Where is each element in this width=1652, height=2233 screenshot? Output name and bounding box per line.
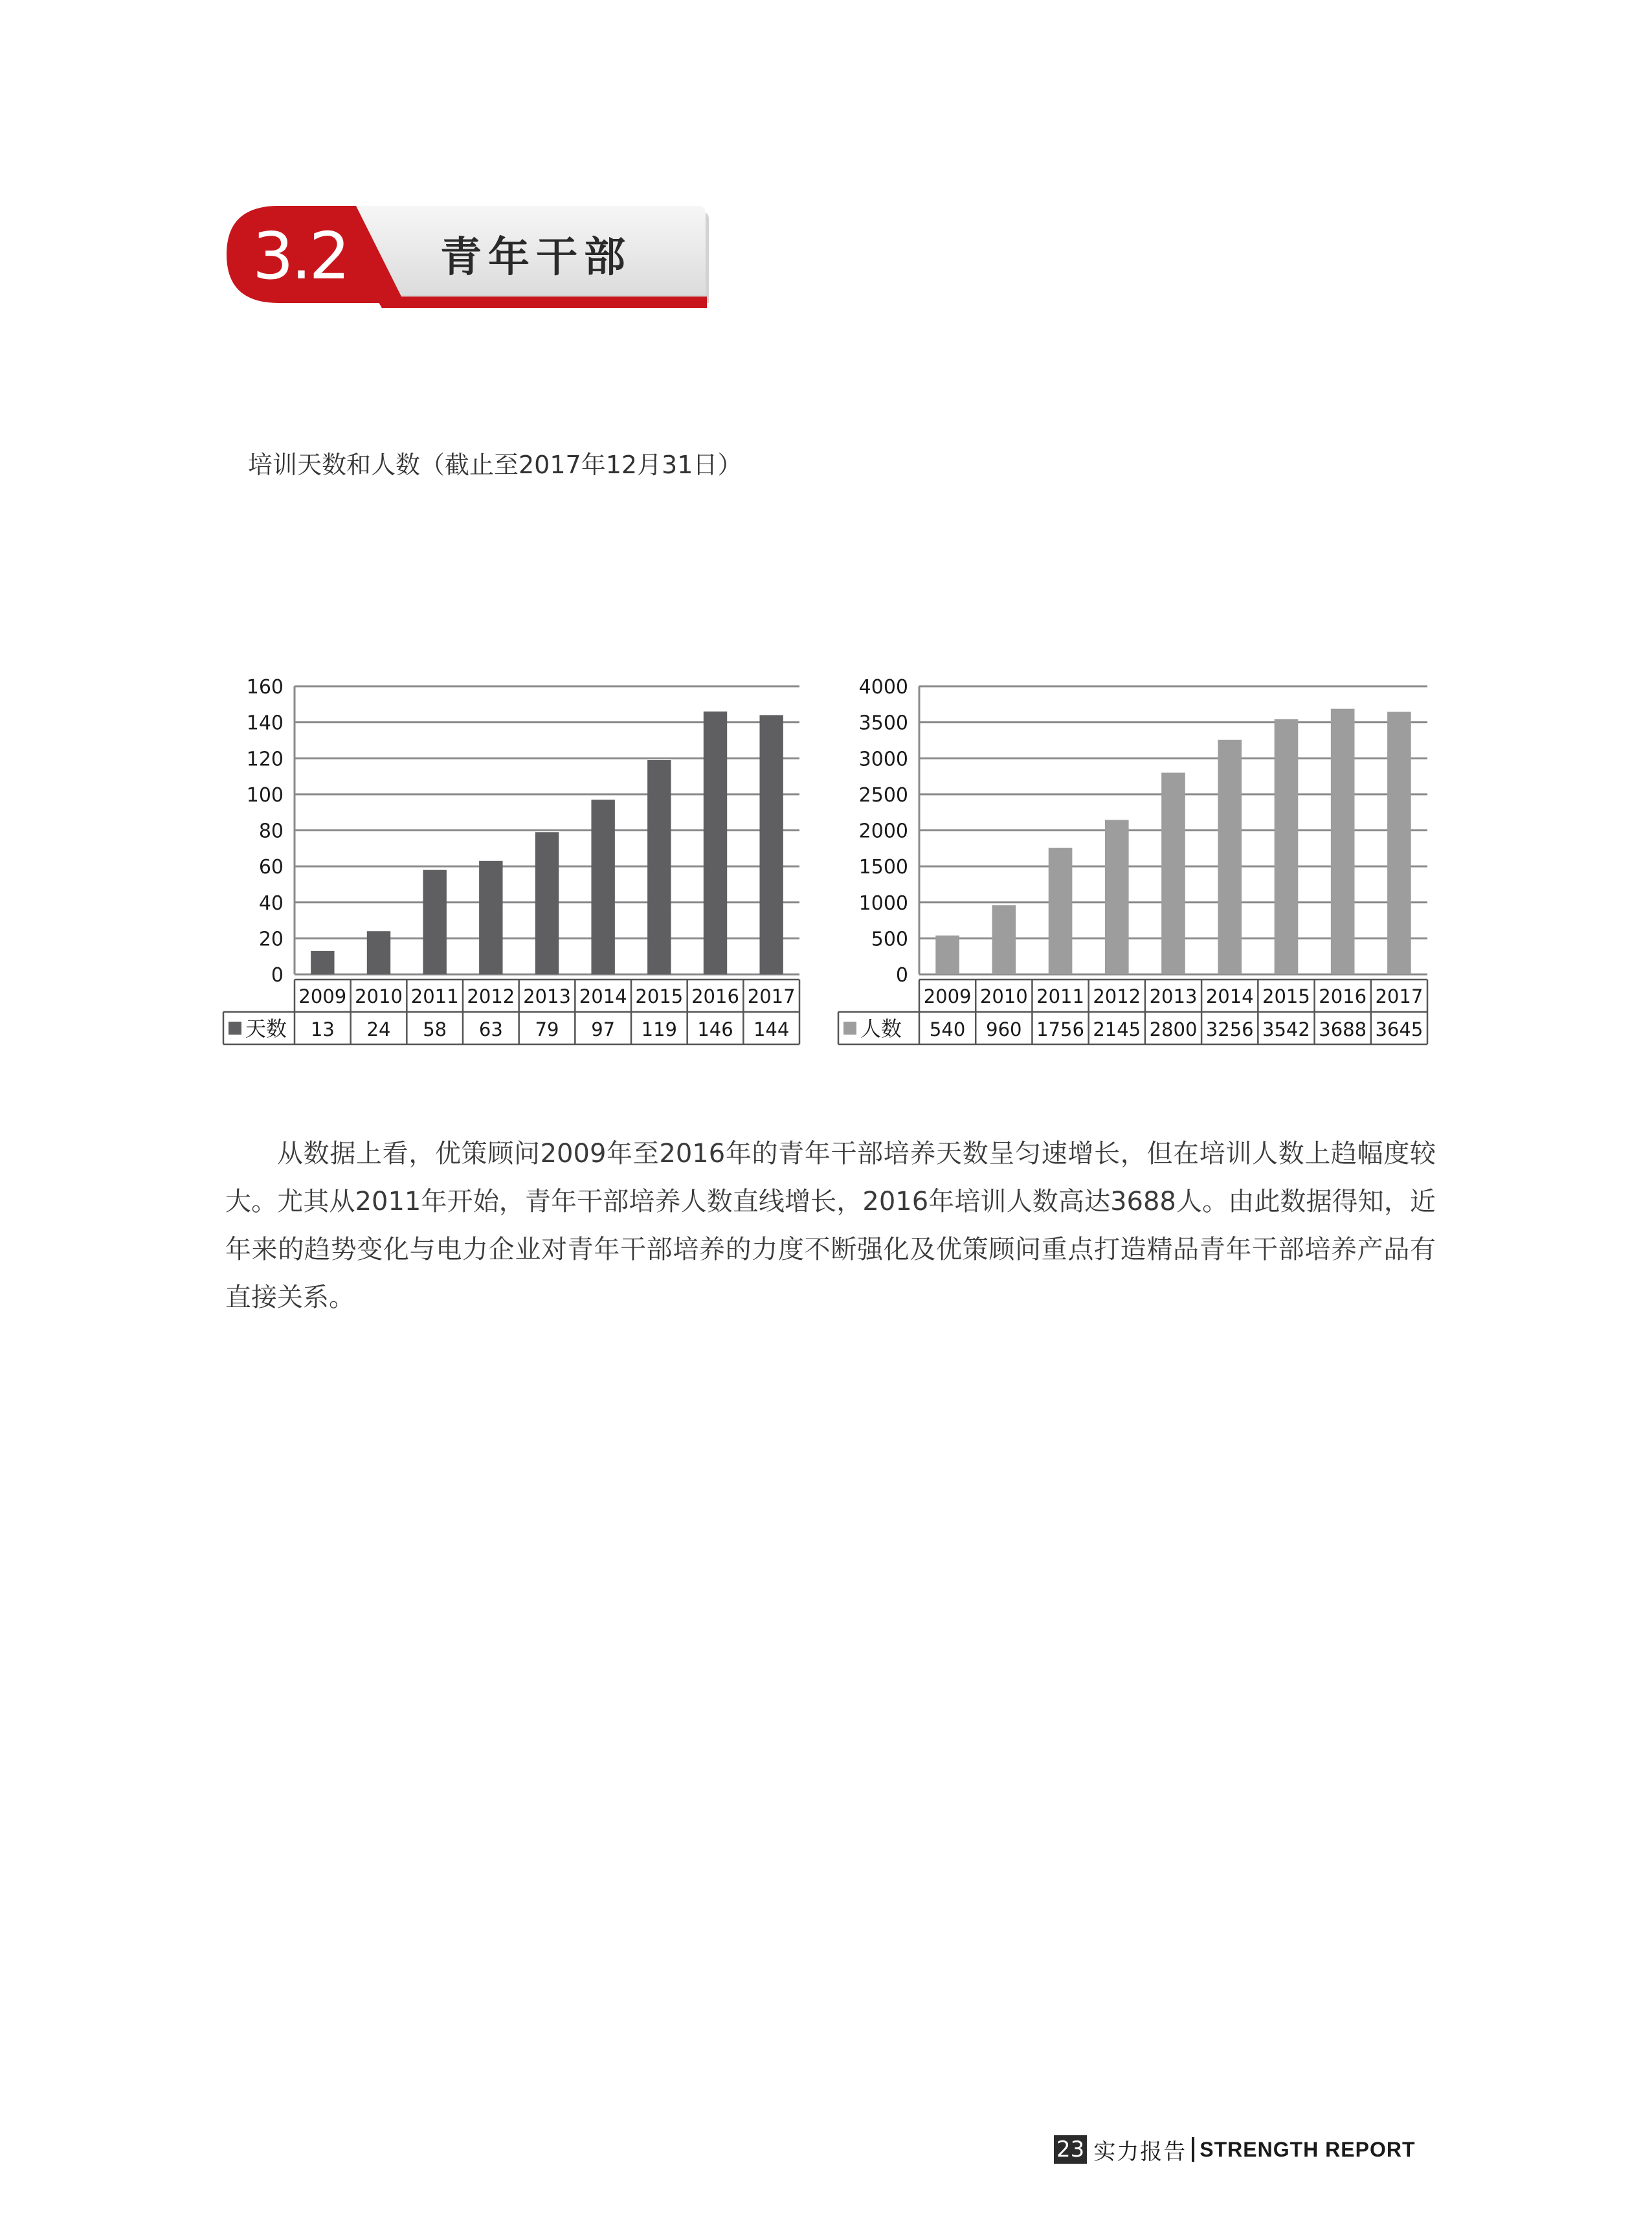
x-tick-label: 2011	[1036, 985, 1084, 1007]
x-tick-label: 2017	[747, 985, 796, 1007]
trainee-count-chart	[835, 667, 1444, 1058]
data-label: 3542	[1262, 1018, 1310, 1040]
y-tick-label: 3500	[858, 712, 908, 735]
y-tick-label: 1500	[858, 856, 908, 879]
legend-swatch	[843, 1022, 856, 1035]
bar	[1387, 712, 1411, 974]
bar	[423, 870, 446, 974]
y-tick-label: 1000	[858, 892, 908, 915]
data-label: 97	[591, 1018, 616, 1040]
x-tick-label: 2016	[691, 985, 739, 1007]
x-tick-label: 2015	[1262, 985, 1310, 1007]
data-label: 960	[986, 1018, 1022, 1040]
bar	[704, 712, 727, 974]
x-tick-label: 2010	[355, 985, 403, 1007]
data-label: 2145	[1093, 1018, 1141, 1040]
data-label: 146	[697, 1018, 733, 1040]
y-tick-label: 20	[258, 928, 284, 951]
page-footer	[1054, 2134, 1416, 2165]
trainee-count-chart-svg	[835, 667, 1444, 1055]
bar	[647, 760, 671, 974]
bar	[1105, 820, 1129, 974]
data-label: 3645	[1375, 1018, 1423, 1040]
x-tick-label: 2013	[1149, 985, 1198, 1007]
data-label: 63	[478, 1018, 503, 1040]
x-tick-label: 2013	[523, 985, 571, 1007]
bar	[1275, 719, 1299, 974]
training-days-chart	[220, 667, 816, 1058]
x-tick-label: 2009	[923, 985, 972, 1007]
chart-caption: 培训天数和人数（截止至2017年12月31日）	[248, 451, 742, 479]
body-text	[225, 1130, 1436, 1321]
section-title: 青年干部	[440, 234, 632, 282]
training-days-chart-svg	[220, 667, 816, 1055]
data-label: 24	[366, 1018, 391, 1040]
x-tick-label: 2010	[979, 985, 1028, 1007]
y-tick-label: 140	[246, 712, 284, 735]
data-label: 58	[423, 1018, 447, 1040]
y-tick-label: 2500	[858, 783, 908, 807]
x-tick-label: 2012	[467, 985, 515, 1007]
bar	[992, 905, 1016, 974]
y-tick-label: 4000	[858, 676, 908, 699]
y-tick-label: 500	[871, 928, 908, 951]
bar	[479, 861, 502, 974]
x-tick-label: 2011	[410, 985, 459, 1007]
data-label: 3256	[1205, 1018, 1254, 1040]
y-tick-label: 60	[258, 856, 284, 879]
footer-title-en: STRENGTH REPORT	[1200, 2137, 1416, 2161]
x-tick-label: 2014	[579, 985, 627, 1007]
data-label: 13	[310, 1018, 335, 1040]
bar	[591, 800, 614, 974]
legend-swatch	[229, 1022, 241, 1035]
page-number: 23	[1054, 2135, 1087, 2164]
bar	[1218, 740, 1242, 974]
section-number: 3.2	[252, 218, 348, 294]
y-tick-label: 3000	[858, 748, 908, 771]
data-label: 144	[753, 1018, 790, 1040]
x-tick-label: 2012	[1093, 985, 1141, 1007]
y-tick-label: 120	[246, 748, 284, 771]
y-tick-label: 160	[246, 676, 284, 699]
body-paragraph: 从数据上看，优策顾问2009年至2016年的青年干部培养天数呈匀速增长，但在培训人数上趋幅度较大。尤其从2011年开始，青年干部培养人数直线增长，2016年培训人数高达3688人。由此数据得知，近年来的趋势变化与电力企业对青年干部培养的力度不断强化及优策顾问重点打造精品青年干部培养产品有直接关系。	[225, 1139, 1436, 1312]
data-label: 3688	[1319, 1018, 1367, 1040]
x-tick-label: 2009	[298, 985, 347, 1007]
bar	[311, 951, 334, 974]
bar	[367, 931, 390, 974]
data-label: 1756	[1036, 1018, 1084, 1040]
x-tick-label: 2014	[1205, 985, 1254, 1007]
footer-title-cn: 实力报告	[1093, 2138, 1187, 2165]
y-tick-label: 0	[271, 964, 284, 987]
bar	[759, 715, 783, 975]
data-label: 119	[641, 1018, 678, 1040]
y-tick-label: 80	[258, 820, 284, 843]
bar	[935, 936, 959, 974]
x-tick-label: 2015	[635, 985, 684, 1007]
y-tick-label: 100	[246, 783, 284, 807]
bar	[1161, 773, 1185, 975]
y-tick-label: 40	[258, 892, 284, 915]
bar	[535, 832, 559, 974]
data-label: 540	[929, 1018, 966, 1040]
x-tick-label: 2017	[1375, 985, 1423, 1007]
legend-label: 人数	[860, 1016, 902, 1041]
data-label: 79	[535, 1018, 559, 1040]
y-tick-label: 0	[895, 964, 908, 987]
section-header	[227, 206, 709, 316]
y-tick-label: 2000	[858, 820, 908, 843]
legend-label: 天数	[245, 1016, 287, 1041]
data-label: 2800	[1149, 1018, 1198, 1040]
bar	[1049, 848, 1073, 974]
bar	[1331, 709, 1355, 974]
footer-divider	[1192, 2137, 1194, 2162]
x-tick-label: 2016	[1319, 985, 1367, 1007]
